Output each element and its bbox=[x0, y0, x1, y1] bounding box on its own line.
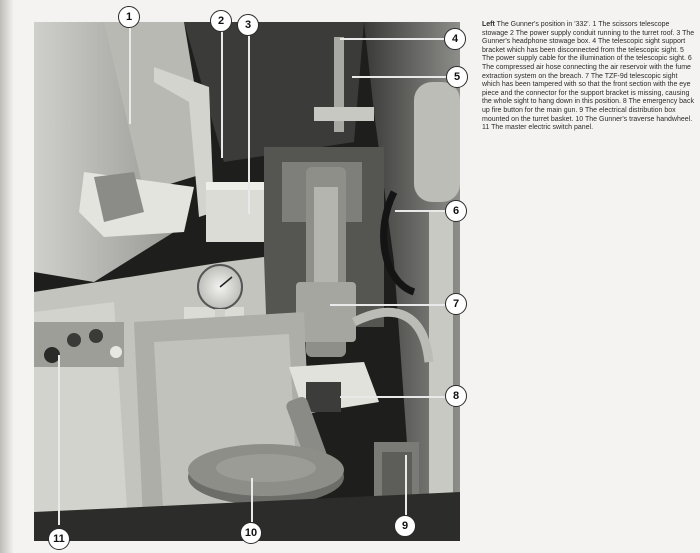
callout-9: 9 bbox=[394, 515, 416, 537]
leader-line-4 bbox=[340, 38, 444, 40]
gunner-position-photo bbox=[34, 22, 460, 541]
leader-line-11 bbox=[58, 355, 60, 525]
leader-line-7 bbox=[330, 304, 445, 306]
leader-line-6 bbox=[395, 210, 445, 212]
callout-8: 8 bbox=[445, 385, 467, 407]
callout-5: 5 bbox=[446, 66, 468, 88]
leader-line-5 bbox=[352, 76, 446, 78]
callout-1: 1 bbox=[118, 6, 140, 28]
callout-7: 7 bbox=[445, 293, 467, 315]
callout-11: 11 bbox=[48, 528, 70, 550]
photo-caption bbox=[482, 21, 696, 133]
callout-4: 4 bbox=[444, 28, 466, 50]
leader-line-8 bbox=[340, 396, 445, 398]
caption-lead: Left bbox=[482, 21, 495, 28]
book-gutter-shadow bbox=[0, 0, 14, 553]
leader-line-1 bbox=[129, 26, 131, 124]
leader-line-9 bbox=[405, 455, 407, 515]
leader-line-10 bbox=[251, 478, 253, 522]
callout-6: 6 bbox=[445, 200, 467, 222]
leader-line-2 bbox=[221, 30, 223, 158]
callout-2: 2 bbox=[210, 10, 232, 32]
callout-3: 3 bbox=[237, 14, 259, 36]
callout-10: 10 bbox=[240, 522, 262, 544]
leader-line-3 bbox=[248, 34, 250, 214]
caption-text: The Gunner's position in '332'. 1 The scissors telescope stowage 2 The power supply conduit running to the turret roof. 3 The Gunner's headphone stowage box. 4 The telescopic sight support bracket which has been disconnected from the telescopic sight. 5 The power supply cable for the illumination of the telescopic sight. 6 The compressed air hose connecting the air reservoir with the fume extraction system on the breach. 7 The TZF-9d telescopic sight which has been tampered with so that the front section with the eye piece and the connector for the support bracket is missing, causing the whole sight to hang down in this position. 8 The emergency back up fire button for the main gun. 9 The electrical distribution box mounted on the turret basket. 10 The Gunner's traverse handwheel. 11 The master electric switch panel. bbox=[482, 21, 695, 132]
